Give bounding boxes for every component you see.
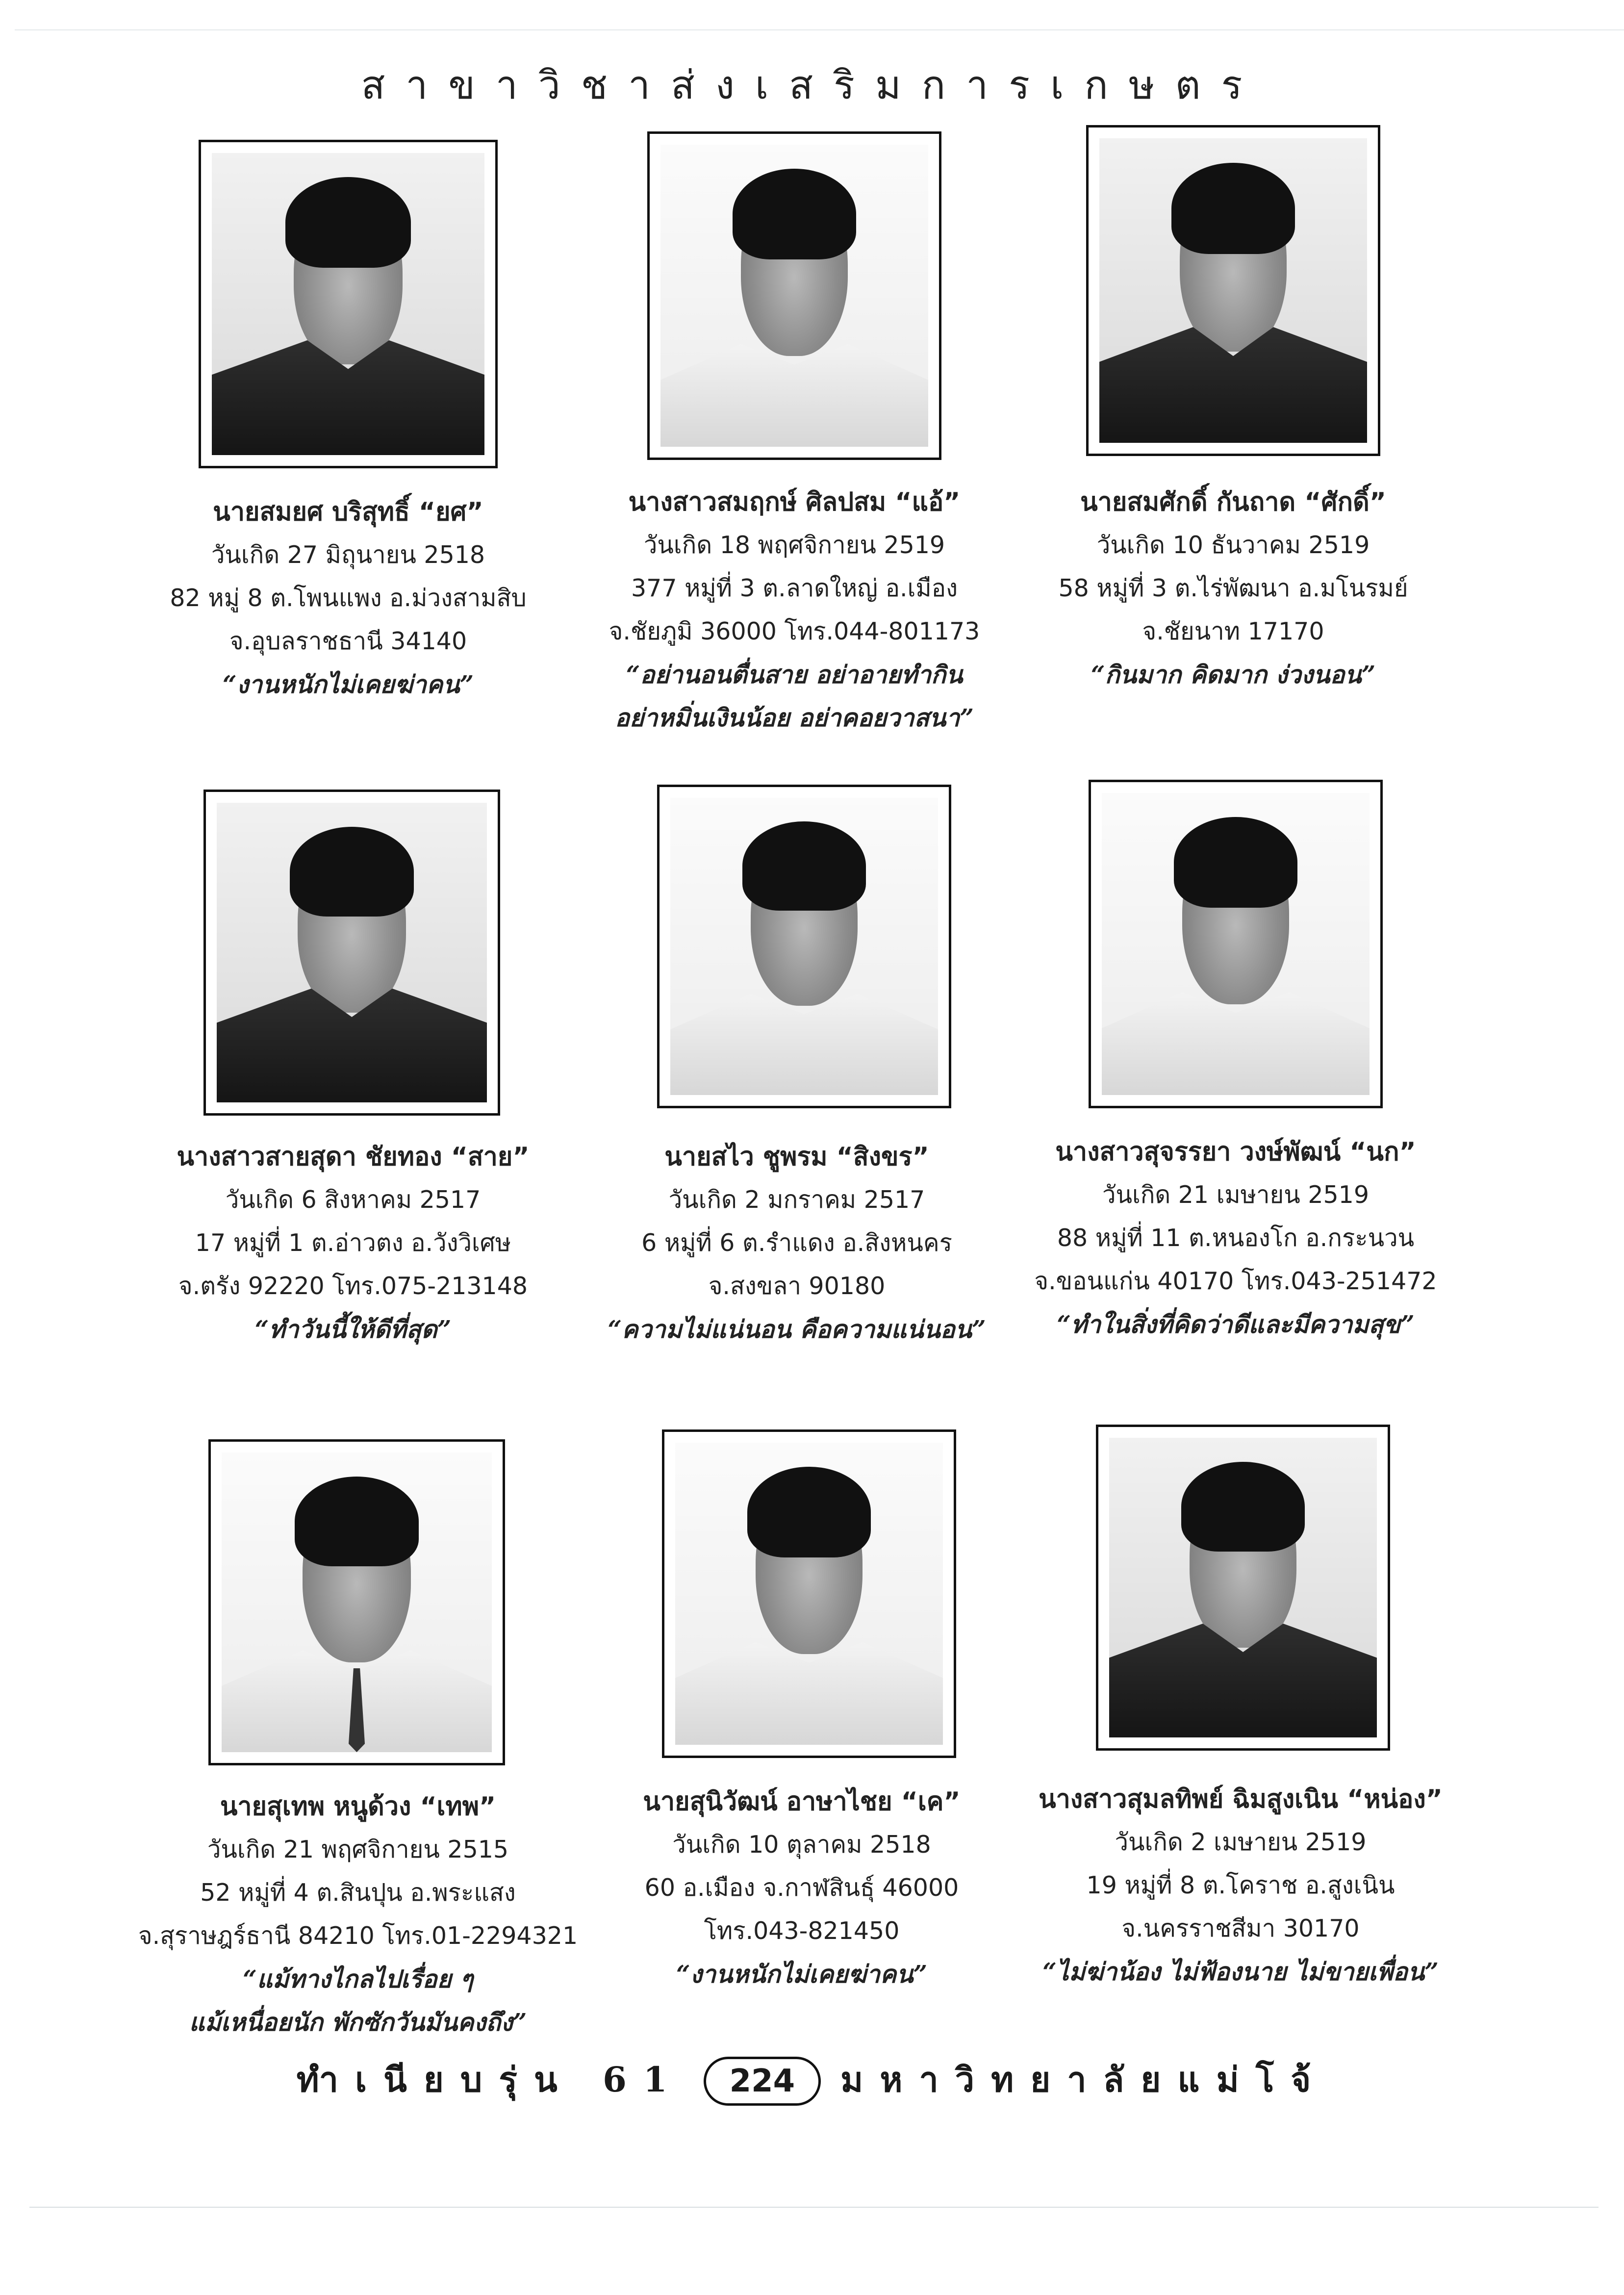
person-birth: วันเกิด 21 พฤศจิกายน 2515 [207,1836,509,1863]
person-name: นายสุเทพ หนูด้วง “เทพ” [220,1792,496,1821]
person-address-line2: จ.อุบลราชธานี 34140 [229,627,467,655]
person-name: นายสมศักดิ์ กันถาด “ศักดิ์” [1080,487,1386,517]
footer-yearbook-title: ทำเนียบรุ่น 61 [296,2059,684,2100]
person-motto-line1: “แม้ทางไกลไปเรื่อย ๆ [243,1964,473,1993]
footer-university-name: มหาวิทยาลัยแม่โจ้ [840,2059,1328,2100]
person-name: นางสาวสุมลทิพย์ ฉิมสูงเนิน “หน่อง” [1039,1785,1443,1814]
photo-6 [1089,780,1383,1108]
person-card-3 [1013,481,1454,696]
person-card-7 [137,1785,579,2044]
person-address-line1: 58 หมู่ที่ 3 ต.ไร่พัฒนา อ.มโนรมย์ [1058,574,1408,602]
person-motto-line1: “ทำในสิ่งที่คิดว่าดีและมีความสุข” [1057,1310,1415,1339]
person-name: นางสาวสมฤกษ์ ศิลปสม “แอ้” [628,487,961,517]
person-birth: วันเกิด 2 มกราคม 2517 [668,1186,925,1214]
person-name: นายสมยศ บริสุทธิ์ “ยศ” [213,497,483,527]
person-name: นายสุนิวัฒน์ อาษาไชย “เค” [643,1787,961,1816]
person-motto-line2: อย่าหมิ่นเงินน้อย อย่าคอยวาสนา” [615,703,974,732]
person-address-line2: จ.นครราชสีมา 30170 [1121,1914,1360,1942]
section-title: สาขาวิชาส่งเสริมการเกษตร [361,62,1263,108]
person-name: นางสาวสุจรรยา วงษ์พัฒน์ “นก” [1055,1137,1416,1167]
person-birth: วันเกิด 10 ตุลาคม 2518 [672,1831,931,1859]
page-top-edge [15,0,1624,30]
person-motto-line1: “งานหนักไม่เคยฆ่าคน” [676,1960,928,1989]
person-address-line2: โทร.043-821450 [704,1917,900,1945]
person-address-line1: 52 หมู่ที่ 4 ต.สินปุน อ.พระแสง [200,1879,516,1907]
person-address-line1: 88 หมู่ที่ 11 ต.หนองโก อ.กระนวน [1057,1224,1415,1252]
person-card-2 [574,481,1015,740]
person-address-line2: จ.ตรัง 92220 โทร.075-213148 [178,1272,528,1300]
person-birth: วันเกิด 10 ธันวาคม 2519 [1096,531,1370,559]
page-number: 224 [704,2057,821,2106]
person-card-9 [1020,1778,1461,1993]
person-card-1 [127,490,569,706]
person-address-line1: 377 หมู่ที่ 3 ต.ลาดใหญ่ อ.เมือง [631,574,958,602]
person-birth: วันเกิด 6 สิงหาคม 2517 [225,1186,481,1214]
page-footer [0,2052,1624,2107]
person-motto-line1: “กินมาก คิดมาก ง่วงนอน” [1091,660,1376,689]
person-address-line1: 60 อ.เมือง จ.กาฬสินธุ์ 46000 [644,1874,959,1902]
person-address-line1: 17 หมู่ที่ 1 ต.อ่าวตง อ.วังวิเศษ [195,1229,511,1257]
person-birth: วันเกิด 27 มิถุนายน 2518 [211,541,485,569]
photo-7 [208,1439,505,1765]
person-birth: วันเกิด 18 พฤศจิกายน 2519 [643,531,945,559]
person-address-line1: 19 หมู่ที่ 8 ต.โคราช อ.สูงเนิน [1086,1871,1395,1899]
person-motto-line1: “ความไม่แน่นอน คือความแน่นอน” [608,1315,986,1344]
photo-2 [647,131,941,460]
person-card-6 [1015,1130,1456,1346]
person-address-line2: จ.ชัยภูมิ 36000 โทร.044-801173 [609,617,980,645]
person-motto-line2: แม้เหนื่อยนัก พักซักวันมันคงถึง” [189,2008,527,2037]
photo-4 [203,790,500,1116]
person-card-5 [576,1135,1017,1351]
person-address-line2: จ.ชัยนาท 17170 [1142,617,1324,645]
person-motto-line1: “ไม่ฆ่าน้อง ไม่ฟ้องนาย ไม่ขายเพื่อน” [1042,1957,1439,1986]
person-motto-line1: “งานหนักไม่เคยฆ่าคน” [222,670,474,699]
page-bottom-edge [29,2207,1599,2208]
person-birth: วันเกิด 21 เมษายน 2519 [1102,1181,1370,1209]
person-address-line2: จ.สุราษฎร์ธานี 84210 โทร.01-2294321 [138,1922,578,1950]
person-motto-line1: “อย่านอนตื่นสาย อย่าอายทำกิน [626,660,963,689]
person-motto-line1: “ทำวันนี้ให้ดีที่สุด” [254,1315,452,1344]
person-name: นางสาวสายสุดา ชัยทอง “สาย” [177,1142,530,1172]
photo-9 [1096,1425,1390,1751]
person-address-line2: จ.สงขลา 90180 [708,1272,886,1300]
person-birth: วันเกิด 2 เมษายน 2519 [1115,1828,1367,1856]
person-address-line1: 82 หมู่ 8 ต.โพนแพง อ.ม่วงสามสิบ [170,584,527,612]
person-card-8 [581,1780,1022,1996]
person-address-line2: จ.ขอนแก่น 40170 โทร.043-251472 [1034,1267,1437,1295]
photo-5 [657,785,951,1108]
person-card-4 [132,1135,574,1351]
photo-3 [1086,125,1380,456]
photo-8 [662,1429,956,1758]
person-address-line1: 6 หมู่ที่ 6 ต.รำแดง อ.สิงหนคร [641,1229,952,1257]
photo-1 [199,140,498,468]
person-name: นายสไว ชูพรม “สิงขร” [664,1142,929,1172]
